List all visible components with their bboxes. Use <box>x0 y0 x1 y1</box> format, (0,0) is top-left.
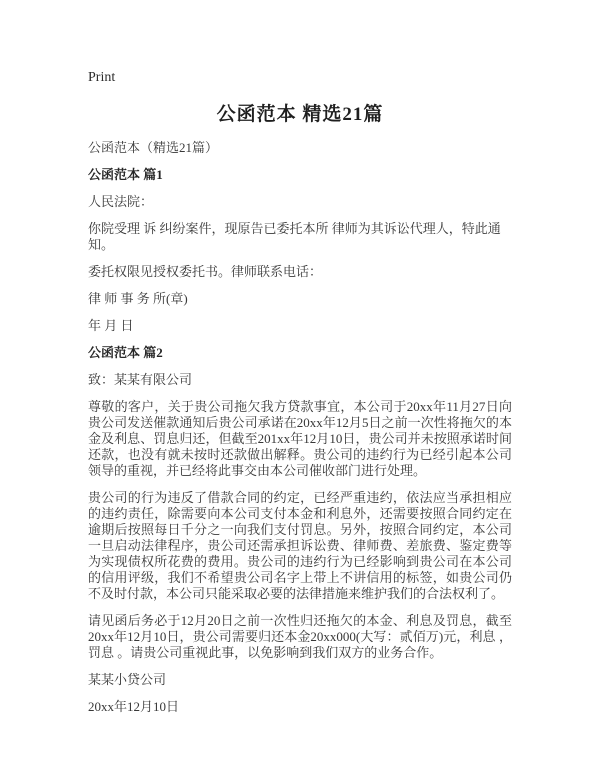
section-2-paragraph-1: 尊敬的客户，关于贵公司拖欠我方贷款事宜，本公司于20xx年11月27日向贵公司发送催款通知后贵公司承诺在20xx年12月5日之前一次性将拖欠的本金及利息、罚息归还，但截至201xx年12月10日，贵公司并未按照承诺时间还款，也没有就未按时还款做出解释。贵公司的违约行为已经引起本公司领导的重视，并已经将此事交由本公司催收部门进行处理。 <box>88 399 512 478</box>
section-1-firm-seal-line: 律 师 事 务 所(章) <box>88 291 188 306</box>
section-1-authorization-line: 委托权限见授权委托书。律师联系电话： <box>88 264 323 279</box>
section-1-court-line: 人民法院： <box>88 194 154 209</box>
section-2-paragraph-2: 贵公司的行为违反了借款合同的约定，已经严重违约，依法应当承担相应的违约责任，除需要向本公司支付本金和利息外，还需要按照合同约定在逾期后按照每日千分之一向我们支付罚息。另外，按照合同约定，本公司一旦启动法律程序，贵公司还需承担诉讼费、律师费、差旅费、鉴定费等为实现债权所花费的费用。贵公司的违约行为已经影响到贵公司在本公司的信用评级，我们不希望贵公司名字上带上不讲信用的标签，如贵公司仍不及时付款，本公司只能采取必要的法律措施来维护我们的合法权利了。 <box>88 490 512 601</box>
print-link[interactable]: Print <box>88 70 116 85</box>
section-2-signature: 某某小贷公司 <box>88 672 167 687</box>
section-2-heading: 公函范本 篇2 <box>88 345 163 360</box>
section-1-notice-line: 你院受理 诉 纠纷案件，现原告已委托本所 律师为其诉讼代理人，特此通知。 <box>88 221 501 252</box>
section-1-date-line: 年 月 日 <box>88 318 134 333</box>
section-2-paragraph-3: 请见函后务必于12月20日之前一次性归还拖欠的本金、利息及罚息，截至20xx年12月10日，贵公司需要归还本金20xx000(大写：贰佰万)元，利息 ，罚息 。请贵公司重视此事，以免影响到我们双方的业务合作。 <box>88 613 512 660</box>
section-2-salutation: 致：某某有限公司 <box>88 372 193 387</box>
document-subtitle: 公函范本（精选21篇） <box>88 140 219 155</box>
section-2-date: 20xx年12月10日 <box>88 699 180 714</box>
section-1-heading: 公函范本 篇1 <box>88 167 163 182</box>
page-title: 公函范本 精选21篇 <box>216 104 384 125</box>
